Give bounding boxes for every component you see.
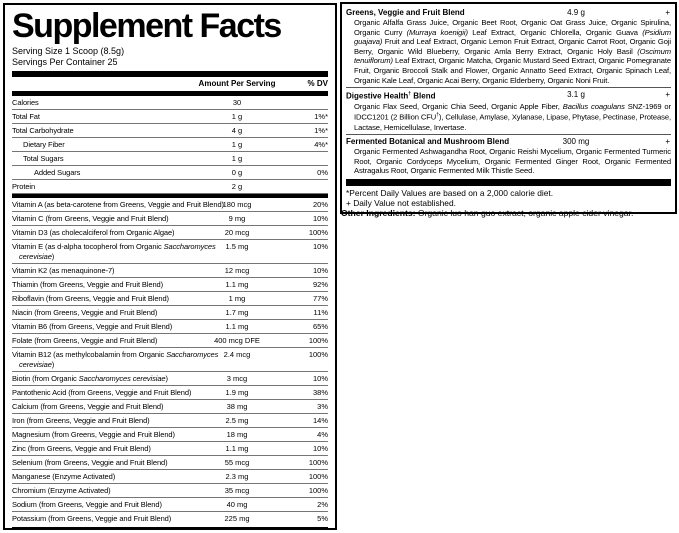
- amount-column-header: Amount Per Serving: [198, 79, 276, 88]
- nutrient-label: Selenium (from Greens, Veggie and Fruit Blend): [12, 458, 168, 467]
- panel-title: Supplement Facts: [12, 7, 281, 45]
- nutrient-amount: 3 mcg: [226, 374, 248, 383]
- nutrient-label: Vitamin E (as d-alpha tocopherol from Organic Saccharomyces cerevisiae): [12, 242, 216, 261]
- nutrient-amount: 35 mcg: [224, 486, 250, 495]
- table-row: [12, 512, 328, 526]
- nutrient-dv: 10%: [312, 374, 328, 383]
- nutrient-amount: 1.7 mg: [225, 308, 249, 317]
- table-row: [12, 166, 328, 180]
- nutrient-label: Niacin (from Greens, Veggie and Fruit Blend): [12, 308, 158, 317]
- serving-info: [12, 46, 328, 68]
- nutrient-dv: 77%: [312, 294, 328, 303]
- nutrient-amount: 4 g: [231, 126, 243, 135]
- nutrient-amount: 12 mcg: [224, 266, 250, 275]
- nutrient-amount: 9 mg: [228, 214, 246, 223]
- serving-size: Serving Size 1 Scoop (8.5g): [12, 46, 125, 56]
- table-row: [12, 152, 328, 166]
- blend-amount: 3.1 g: [567, 90, 585, 100]
- blends-panel: [340, 2, 677, 214]
- nutrient-amount: 1 mg: [228, 294, 246, 303]
- blend-sections: [346, 6, 671, 178]
- nutrient-label: Vitamin B12 (as methylcobalamin from Organic Saccharomyces cerevisiae): [12, 350, 219, 369]
- nutrient-dv: 1%*: [314, 126, 328, 135]
- nutrient-label: Magnesium (from Greens, Veggie and Fruit Blend): [12, 430, 175, 439]
- table-row: [12, 428, 328, 442]
- nutrient-amount: 1.1 mg: [225, 444, 249, 453]
- blend-section: [346, 88, 671, 135]
- nutrient-amount: 1.1 mg: [225, 322, 249, 331]
- table-row: [12, 180, 328, 194]
- footnote-line: *Percent Daily Values are based on a 2,000 calorie diet.: [346, 187, 554, 198]
- nutrient-label: Biotin (from Organic Saccharomyces cerevisiae): [12, 374, 168, 383]
- blend-header: [346, 7, 671, 18]
- nutrient-amount: 2.4 mcg: [223, 350, 251, 359]
- nutrient-dv: 14%: [312, 416, 328, 425]
- nutrient-label: Dietary Fiber: [23, 140, 65, 149]
- nutrient-amount: 30: [232, 98, 242, 107]
- nutrient-dv: 100%: [308, 486, 328, 495]
- nutrient-dv: 100%: [308, 228, 328, 237]
- table-row: [12, 306, 328, 320]
- footnote-bar: [346, 179, 671, 186]
- nutrient-dv: 100%: [308, 350, 328, 359]
- nutrient-dv: 0%: [317, 168, 328, 177]
- supplement-facts-panel: [3, 3, 337, 530]
- table-row: [12, 372, 328, 386]
- nutrient-dv: 100%: [308, 458, 328, 467]
- nutrient-amount: 0 g: [231, 168, 243, 177]
- footnotes: [346, 188, 671, 209]
- blend-name: Greens, Veggie and Fruit Blend: [346, 8, 465, 17]
- table-row: [12, 442, 328, 456]
- nutrient-label: Protein: [12, 182, 36, 191]
- nutrient-label: Vitamin C (from Greens, Veggie and Fruit Blend): [12, 214, 169, 223]
- nutrient-label: Total Carbohydrate: [12, 126, 74, 135]
- table-row: [12, 334, 328, 348]
- table-row: [12, 400, 328, 414]
- nutrient-label: Calcium (from Greens, Veggie and Fruit Blend): [12, 402, 164, 411]
- table-row: [12, 456, 328, 470]
- nutrient-dv: 10%: [312, 266, 328, 275]
- nutrient-amount: 400 mcg DFE: [214, 336, 260, 345]
- nutrient-amount: 2.3 mg: [225, 472, 249, 481]
- nutrient-label: Thiamin (from Greens, Veggie and Fruit Blend): [12, 280, 163, 289]
- other-ingredients: [341, 208, 677, 219]
- other-ingredients-label: Other Ingredients:: [341, 208, 416, 218]
- other-ingredients-text: Organic luo han guo extract, organic apple cider vinegar.: [415, 208, 634, 218]
- blend-amount: 4.9 g: [567, 8, 585, 17]
- blend-dv-symbol: +: [665, 8, 670, 17]
- nutrient-amount: 38 mg: [226, 402, 248, 411]
- nutrient-dv: 4%: [317, 430, 328, 439]
- blend-section: [346, 135, 671, 178]
- servings-per-container: Servings Per Container 25: [12, 57, 118, 67]
- nutrient-amount: 1.5 mg: [225, 242, 249, 251]
- nutrient-rows: [12, 96, 328, 526]
- table-row: [12, 498, 328, 512]
- table-row: [12, 240, 328, 264]
- table-row: [12, 484, 328, 498]
- table-row: [12, 198, 328, 212]
- nutrient-label: Zinc (from Greens, Veggie and Fruit Blend): [12, 444, 151, 453]
- table-row: [12, 212, 328, 226]
- nutrient-amount: 225 mg: [224, 514, 250, 523]
- bottom-bar: [12, 527, 328, 530]
- table-row: [12, 138, 328, 152]
- table-row: [12, 348, 328, 372]
- nutrient-dv: 38%: [312, 388, 328, 397]
- blend-header: [346, 136, 671, 147]
- table-row: [12, 414, 328, 428]
- blend-ingredients: Organic Alfalfa Grass Juice, Organic Beet Root, Organic Oat Grass Juice, Organic Spirulina, Organic Curry (Murraya koenigii) Leaf Extract, Organic Chlorella, Organic Guava (Psidium guajava) Fruit and Leaf Extract, Organic Lemon Fruit Extract, Organic Carrot Root, Organic Goji Berry, Organic Wild Blueberry, Organic Amla Berry Extract, Organic Holy Basil (Oscimum tenuiflorum) Leaf Extract, Organic Matcha, Organic Mustard Seed Extract, Organic Pomegranate Fruit, Organic Broccoli Stalk and Flower, Organic Annatto Seed Extract, Organic Spinach Leaf, Organic Kale Leaf, Organic Acai Berry, Organic Elderberry, Organic Noni Fruit.: [354, 18, 671, 85]
- nutrient-label: Total Sugars: [23, 154, 64, 163]
- blend-dv-symbol: +: [665, 137, 670, 147]
- nutrient-dv: 65%: [312, 322, 328, 331]
- nutrient-label: Vitamin K2 (as menaquinone-7): [12, 266, 115, 275]
- table-row: [12, 264, 328, 278]
- nutrient-dv: 100%: [308, 472, 328, 481]
- nutrient-dv: 10%: [312, 444, 328, 453]
- table-row: [12, 320, 328, 334]
- blend-dv-symbol: +: [665, 90, 670, 100]
- nutrient-amount: 18 mg: [226, 430, 248, 439]
- table-row: [12, 124, 328, 138]
- nutrient-dv: 5%: [317, 514, 328, 523]
- blend-ingredients: Organic Flax Seed, Organic Chia Seed, Organic Apple Fiber, Bacillus coagulans SNZ-1969 or IDCC1201 (2 Billion CFU†), Cellulase, Amylase, Xylanase, Lipase, Phytase, Pectinase, Protease, Lactase, Hemicellulase, Invertase.: [354, 101, 671, 132]
- table-row: [12, 292, 328, 306]
- nutrient-amount: 2.5 mg: [225, 416, 249, 425]
- nutrient-amount: 1.9 mg: [225, 388, 249, 397]
- nutrient-label: Folate (from Greens, Veggie and Fruit Blend): [12, 336, 158, 345]
- nutrient-amount: 2 g: [231, 182, 243, 191]
- nutrient-amount: 40 mg: [226, 500, 248, 509]
- nutrient-dv: 3%: [317, 402, 328, 411]
- nutrient-label: Sodium (from Greens, Veggie and Fruit Blend): [12, 500, 162, 509]
- nutrient-dv: 100%: [308, 336, 328, 345]
- nutrient-label: Vitamin B6 (from Greens, Veggie and Fruit Blend): [12, 322, 173, 331]
- nutrient-label: Iron (from Greens, Veggie and Fruit Blend): [12, 416, 150, 425]
- blend-header: [346, 89, 671, 102]
- nutrient-label: Total Fat: [12, 112, 40, 121]
- nutrient-dv: 10%: [312, 242, 328, 251]
- nutrient-dv: 2%: [317, 500, 328, 509]
- nutrient-amount: 1 g: [231, 140, 243, 149]
- nutrient-amount: 180 mcg: [222, 200, 252, 209]
- nutrient-dv: 11%: [313, 308, 328, 317]
- nutrient-label: Chromium (Enzyme Activated): [12, 486, 111, 495]
- table-row: [12, 110, 328, 124]
- nutrient-dv: 1%*: [314, 112, 328, 121]
- table-row: [12, 470, 328, 484]
- nutrient-label: Pantothenic Acid (from Greens, Veggie and Fruit Blend): [12, 388, 192, 397]
- nutrient-dv: 10%: [312, 214, 328, 223]
- nutrient-label: Manganese (Enzyme Activated): [12, 472, 116, 481]
- table-row: [12, 226, 328, 240]
- nutrient-label: Vitamin D3 (as cholecalciferol from Organic Algae): [12, 228, 175, 237]
- blend-ingredients: Organic Fermented Ashwagandha Root, Organic Reishi Mycelium, Organic Fermented Turmeric Root, Organic Cordyceps Mycelium, Organic Fermented Ginger Root, Organic Fermented Astragalus Root, Organic Fermented Milk Thistle Seed.: [354, 147, 671, 176]
- nutrient-amount: 20 mcg: [224, 228, 250, 237]
- dv-column-header: % DV: [307, 79, 328, 88]
- table-row: [12, 278, 328, 292]
- nutrient-amount: 1.1 mg: [225, 280, 249, 289]
- table-row: [12, 96, 328, 110]
- nutrient-label: Riboflavin (from Greens, Veggie and Fruit Blend): [12, 294, 169, 303]
- nutrient-dv: 20%: [312, 200, 328, 209]
- nutrient-label: Vitamin A (as beta-carotene from Greens, Veggie and Fruit Blend): [12, 200, 224, 209]
- footnote-line: + Daily Value not established.: [346, 198, 456, 209]
- nutrient-label: Added Sugars: [34, 168, 81, 177]
- nutrient-label: Calories: [12, 98, 39, 107]
- nutrient-dv: 4%*: [314, 140, 328, 149]
- nutrient-amount: 1 g: [231, 112, 243, 121]
- table-row: [12, 386, 328, 400]
- nutrient-dv: 92%: [312, 280, 328, 289]
- blend-section: [346, 6, 671, 88]
- nutrient-amount: 1 g: [231, 154, 243, 163]
- blend-amount: 300 mg: [562, 137, 590, 147]
- blend-name: Digestive Health† Blend: [346, 91, 436, 101]
- nutrient-amount: 55 mcg: [224, 458, 250, 467]
- nutrient-label: Potassium (from Greens, Veggie and Fruit Blend): [12, 514, 172, 523]
- blend-name: Fermented Botanical and Mushroom Blend: [346, 137, 510, 147]
- column-header-row: [12, 77, 328, 91]
